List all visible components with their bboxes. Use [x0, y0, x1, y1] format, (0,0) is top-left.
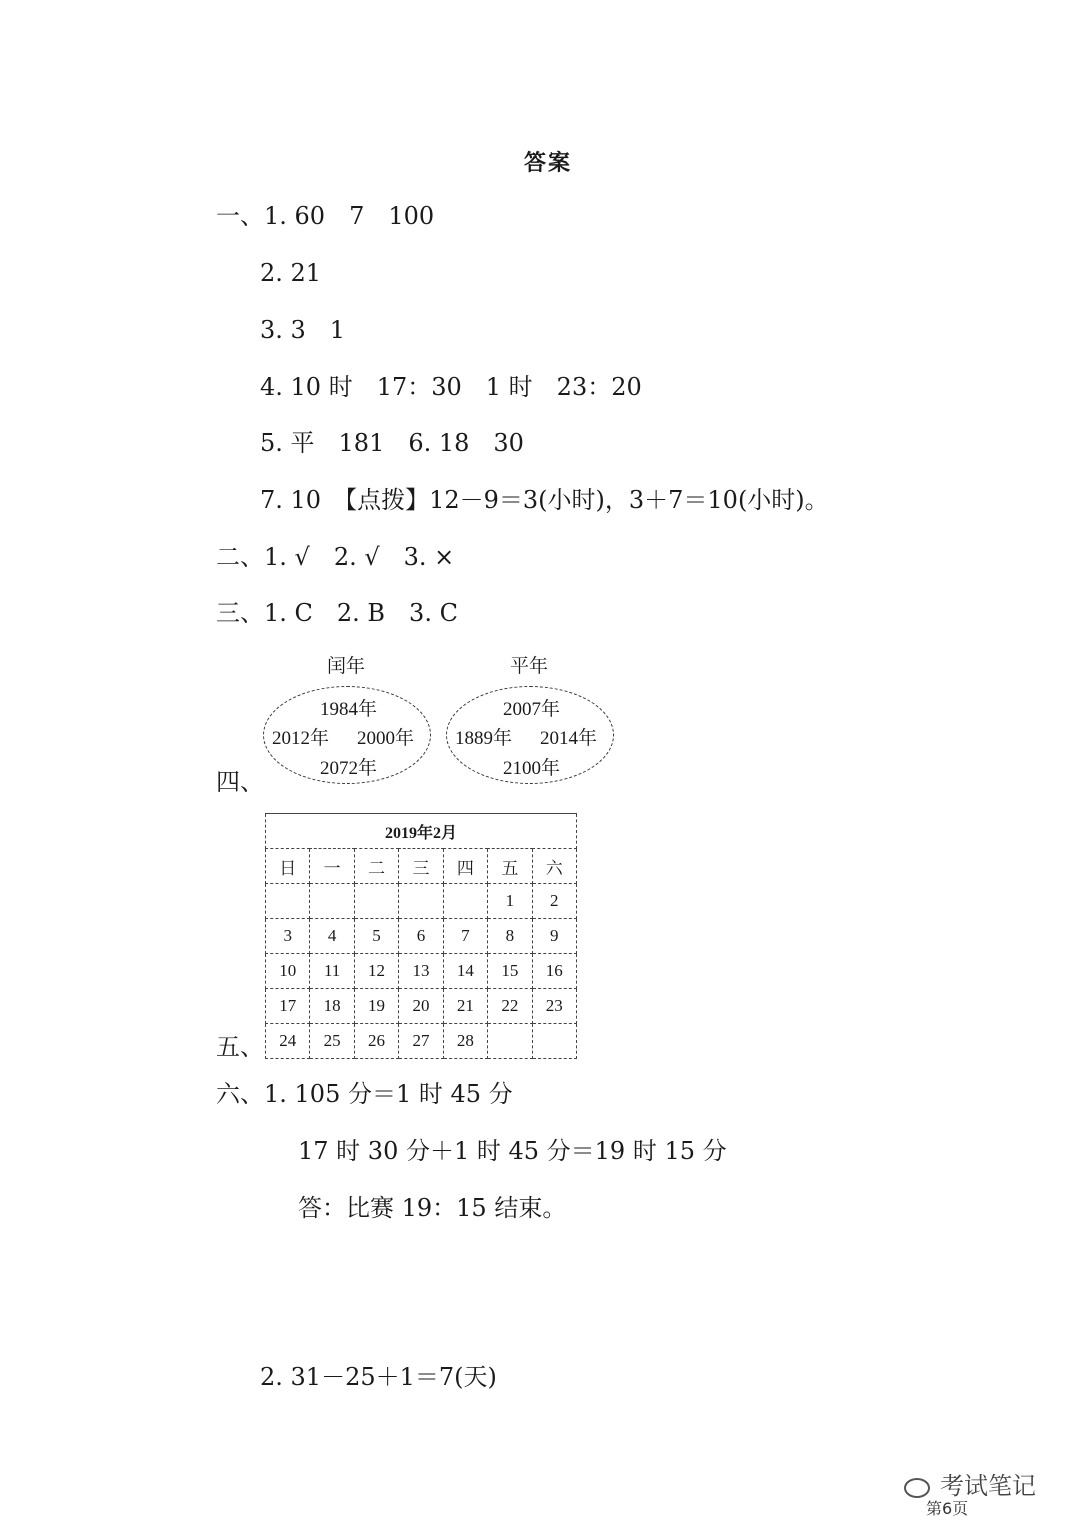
calendar-day-cell: 25 — [310, 1024, 354, 1059]
weekday-tue: 二 — [354, 849, 398, 884]
calendar-day-cell — [532, 1024, 576, 1059]
common-year-1889: 1889年 — [455, 728, 513, 749]
page-number: 第6页 — [926, 1499, 969, 1518]
common-year-2014: 2014年 — [540, 728, 598, 749]
calendar-day-cell: 12 — [354, 954, 398, 989]
calendar-day-cell: 10 — [266, 954, 310, 989]
leap-year-title: 闰年 — [327, 655, 366, 677]
calendar-day-cell: 2 — [532, 884, 576, 919]
answer-1-4: 4. 10 时 17：30 1 时 23：20 — [260, 373, 642, 401]
calendar-day-cell: 3 — [266, 919, 310, 954]
leap-year-1984: 1984年 — [320, 699, 378, 720]
calendar-day-cell — [266, 884, 310, 919]
weekday-sat: 六 — [532, 849, 576, 884]
leap-year-2072: 2072年 — [320, 758, 378, 779]
calendar-day-cell: 13 — [399, 954, 443, 989]
answer-3: 三、1. C 2. B 3. C — [216, 599, 458, 627]
answer-1-2: 2. 21 — [260, 259, 322, 287]
calendar-day-cell: 4 — [310, 919, 354, 954]
section-5-label: 五、 — [216, 1033, 264, 1061]
calendar-day-cell: 19 — [354, 989, 398, 1024]
calendar-day-cell: 27 — [399, 1024, 443, 1059]
answer-6-1-calc: 17 时 30 分＋1 时 45 分＝19 时 15 分 — [298, 1137, 727, 1165]
calendar-day-cell: 5 — [354, 919, 398, 954]
calendar-day-cell: 16 — [532, 954, 576, 989]
answer-1-3: 3. 3 1 — [260, 316, 346, 344]
calendar-day-cell — [399, 884, 443, 919]
calendar-month-title: 2019年2月 — [266, 814, 577, 849]
answer-6-1-answer: 答：比赛 19：15 结束。 — [298, 1194, 567, 1222]
calendar-day-cell: 20 — [399, 989, 443, 1024]
answer-6-2: 2. 31－25＋1＝7(天) — [260, 1363, 497, 1391]
answer-1-5: 5. 平 181 6. 18 30 — [260, 429, 524, 457]
calendar-day-cell: 11 — [310, 954, 354, 989]
answer-6-1: 六、1. 105 分＝1 时 45 分 — [216, 1080, 513, 1108]
calendar-day-cell: 18 — [310, 989, 354, 1024]
calendar-day-cell: 28 — [443, 1024, 487, 1059]
answer-2: 二、1. √ 2. √ 3. × — [216, 543, 455, 571]
calendar-day-cell: 22 — [488, 989, 532, 1024]
wechat-logo-icon — [904, 1478, 930, 1498]
answer-1-7: 7. 10 【点拨】12－9＝3(小时)，3＋7＝10(小时)。 — [260, 486, 829, 514]
calendar-day-cell — [354, 884, 398, 919]
leap-year-2000: 2000年 — [357, 728, 415, 749]
weekday-thu: 四 — [443, 849, 487, 884]
calendar-day-cell: 15 — [488, 954, 532, 989]
calendar-day-cell: 14 — [443, 954, 487, 989]
answer-1-1: 一、1. 60 7 100 — [216, 202, 435, 230]
calendar-day-cell: 9 — [532, 919, 576, 954]
calendar-day-cell — [443, 884, 487, 919]
page-title: 答案 — [524, 151, 573, 176]
calendar-day-cell: 23 — [532, 989, 576, 1024]
common-year-2100: 2100年 — [503, 758, 561, 779]
common-year-title: 平年 — [510, 655, 549, 677]
common-year-2007: 2007年 — [503, 699, 561, 720]
calendar-day-cell: 17 — [266, 989, 310, 1024]
weekday-mon: 一 — [310, 849, 354, 884]
section-4-label: 四、 — [216, 768, 264, 796]
calendar-day-cell: 1 — [488, 884, 532, 919]
weekday-wed: 三 — [399, 849, 443, 884]
weekday-fri: 五 — [488, 849, 532, 884]
calendar-day-cell: 21 — [443, 989, 487, 1024]
february-2019-calendar — [265, 813, 577, 1059]
calendar-day-cell: 8 — [488, 919, 532, 954]
leap-year-2012: 2012年 — [272, 728, 330, 749]
calendar-day-cell: 26 — [354, 1024, 398, 1059]
calendar-day-cell: 24 — [266, 1024, 310, 1059]
watermark-text: 考试笔记 — [940, 1472, 1036, 1500]
calendar-day-cell: 7 — [443, 919, 487, 954]
calendar-day-cell — [310, 884, 354, 919]
weekday-sun: 日 — [266, 849, 310, 884]
calendar-day-cell — [488, 1024, 532, 1059]
calendar-day-cell: 6 — [399, 919, 443, 954]
